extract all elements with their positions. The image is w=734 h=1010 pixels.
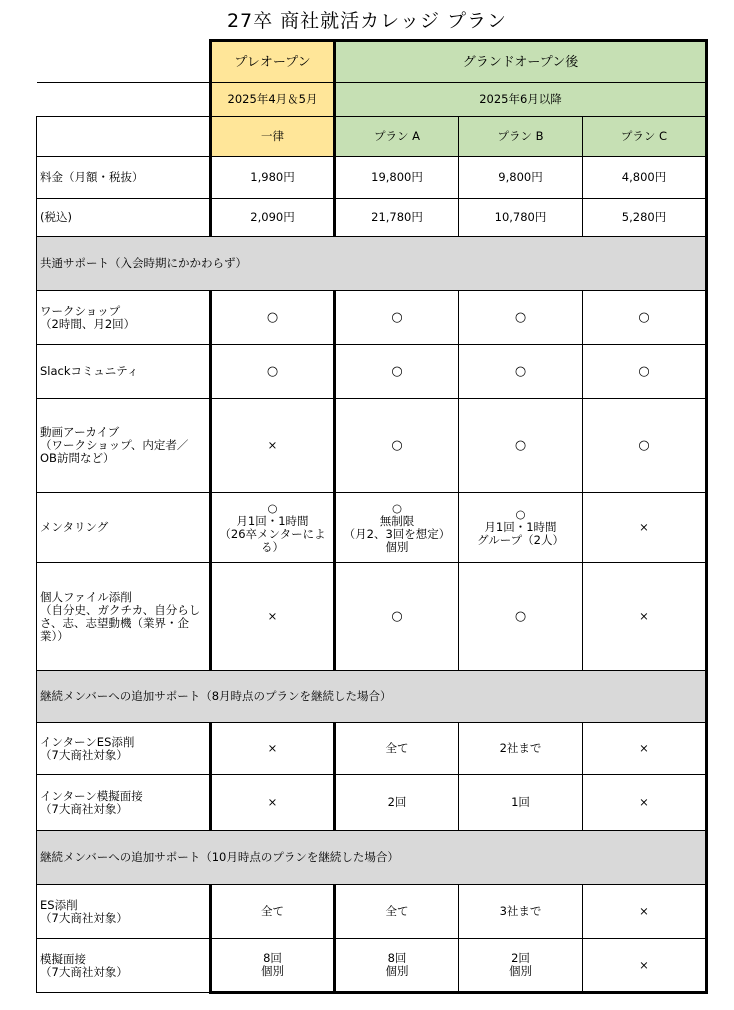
plan-b-header: プラン B — [459, 117, 583, 157]
header-row-plans — [37, 117, 707, 157]
workshop-plan-c: ○ — [583, 291, 707, 345]
slack-row — [37, 345, 707, 399]
workshop-row — [37, 291, 707, 345]
header-row-phase — [37, 41, 707, 83]
intern-interview-pre: × — [211, 775, 335, 831]
row-label: Slackコミュニティ — [37, 345, 211, 399]
section-common-support: 共通サポート（入会時期にかかわらず） — [37, 237, 707, 291]
row-label: 個人ファイル添削 （自分史、ガクチカ、自分らし さ、志、志望動機（業界・企 業）） — [37, 563, 211, 671]
plan-table — [36, 39, 708, 994]
section-october-support: 継続メンバーへの追加サポート（10月時点のプランを継続した場合） — [37, 831, 707, 885]
files-plan-c: × — [583, 563, 707, 671]
archive-plan-b: ○ — [459, 399, 583, 493]
grand-open-header: グランドオープン後 — [335, 41, 707, 83]
pre-open-header: プレオープン — [211, 41, 335, 83]
es-plan-b: 3社まで — [459, 885, 583, 939]
fee-plan-a: 19,800円 — [335, 157, 459, 199]
intern-interview-row — [37, 775, 707, 831]
row-label: 動画アーカイブ （ワークショップ、内定者／ OB訪問など） — [37, 399, 211, 493]
workshop-pre: ○ — [211, 291, 335, 345]
archive-plan-c: ○ — [583, 399, 707, 493]
fee-row — [37, 157, 707, 199]
grand-open-period: 2025年6月以降 — [335, 83, 707, 117]
pre-open-period: 2025年4月＆5月 — [211, 83, 335, 117]
row-label: ES添削 （7大商社対象） — [37, 885, 211, 939]
intern-interview-plan-b: 1回 — [459, 775, 583, 831]
es-plan-a: 全て — [335, 885, 459, 939]
slack-plan-a: ○ — [335, 345, 459, 399]
section-row — [37, 237, 707, 291]
section-row — [37, 671, 707, 723]
files-pre: × — [211, 563, 335, 671]
slack-plan-c: ○ — [583, 345, 707, 399]
interview-pre: 8回 個別 — [211, 939, 335, 993]
workshop-plan-b: ○ — [459, 291, 583, 345]
row-label: メンタリング — [37, 493, 211, 563]
workshop-plan-a: ○ — [335, 291, 459, 345]
tax-plan-b: 10,780円 — [459, 199, 583, 237]
plan-a-header: プラン A — [335, 117, 459, 157]
intern-interview-plan-a: 2回 — [335, 775, 459, 831]
section-august-support: 継続メンバーへの追加サポート（8月時点のプランを継続した場合） — [37, 671, 707, 723]
es-pre: 全て — [211, 885, 335, 939]
intern-es-plan-c: × — [583, 723, 707, 775]
intern-es-plan-a: 全て — [335, 723, 459, 775]
mentoring-pre: ○ 月1回・1時間 （26卒メンターによ る） — [211, 493, 335, 563]
fee-plan-b: 9,800円 — [459, 157, 583, 199]
interview-plan-a: 8回 個別 — [335, 939, 459, 993]
slack-plan-b: ○ — [459, 345, 583, 399]
tax-row — [37, 199, 707, 237]
files-plan-b: ○ — [459, 563, 583, 671]
row-label: (税込) — [37, 199, 211, 237]
blank-cell — [37, 117, 211, 157]
files-plan-a: ○ — [335, 563, 459, 671]
slack-pre: ○ — [211, 345, 335, 399]
es-plan-c: × — [583, 885, 707, 939]
row-label: インターン模擬面接 （7大商社対象） — [37, 775, 211, 831]
mentoring-plan-c: × — [583, 493, 707, 563]
row-label: 模擬面接 （7大商社対象） — [37, 939, 211, 993]
blank-cell — [37, 41, 211, 83]
plan-uniform-header: 一律 — [211, 117, 335, 157]
archive-plan-a: ○ — [335, 399, 459, 493]
row-label: インターンES添削 （7大商社対象） — [37, 723, 211, 775]
mentoring-plan-b: ○ 月1回・1時間 グループ（2人） — [459, 493, 583, 563]
intern-es-pre: × — [211, 723, 335, 775]
page-title: 27卒 商社就活カレッジ プラン — [226, 10, 508, 32]
archive-row — [37, 399, 707, 493]
mentoring-row — [37, 493, 707, 563]
files-row — [37, 563, 707, 671]
blank-cell — [37, 83, 211, 117]
header-row-period — [37, 83, 707, 117]
mentoring-plan-a: ○ 無制限 （月2、3回を想定） 個別 — [335, 493, 459, 563]
intern-interview-plan-c: × — [583, 775, 707, 831]
intern-es-plan-b: 2社まで — [459, 723, 583, 775]
row-label: ワークショップ （2時間、月2回） — [37, 291, 211, 345]
section-row — [37, 831, 707, 885]
fee-plan-c: 4,800円 — [583, 157, 707, 199]
tax-plan-a: 21,780円 — [335, 199, 459, 237]
row-label: 料金（月額・税抜） — [37, 157, 211, 199]
fee-pre: 1,980円 — [211, 157, 335, 199]
tax-pre: 2,090円 — [211, 199, 335, 237]
es-row — [37, 885, 707, 939]
archive-pre: × — [211, 399, 335, 493]
plan-c-header: プラン C — [583, 117, 707, 157]
interview-plan-c: × — [583, 939, 707, 993]
interview-plan-b: 2回 個別 — [459, 939, 583, 993]
intern-es-row — [37, 723, 707, 775]
interview-row — [37, 939, 707, 993]
tax-plan-c: 5,280円 — [583, 199, 707, 237]
